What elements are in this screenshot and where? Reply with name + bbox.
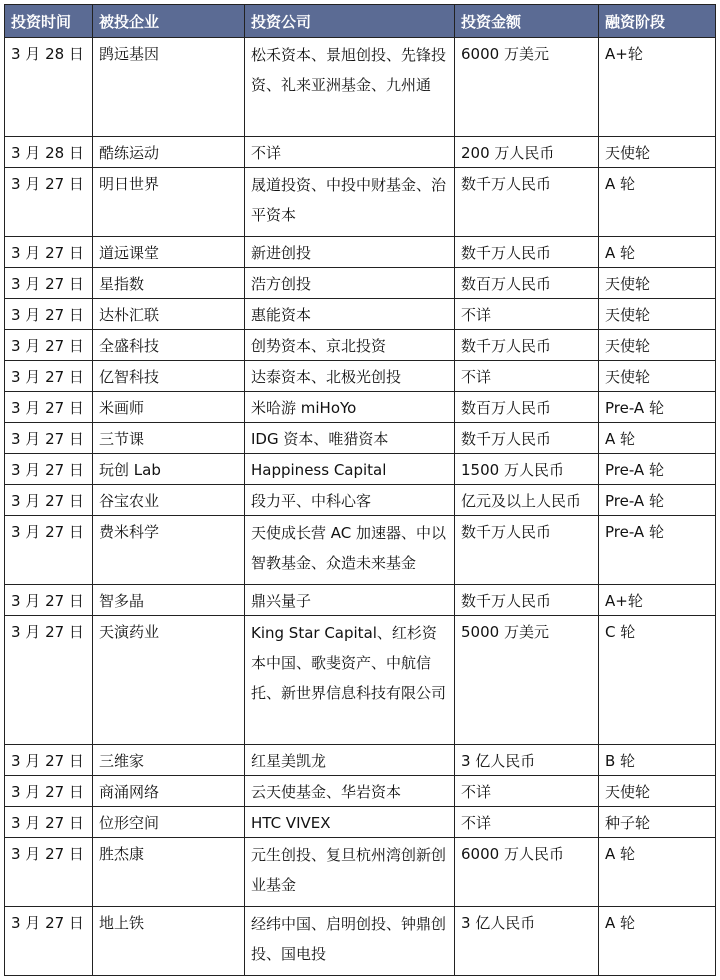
cell-stage: A 轮 <box>599 907 716 976</box>
cell-company: 米画师 <box>93 392 245 423</box>
header-investors: 投资公司 <box>245 5 455 38</box>
cell-stage: 种子轮 <box>599 807 716 838</box>
table-row <box>5 776 716 807</box>
cell-company: 明日世界 <box>93 168 245 237</box>
cell-amount: 3 亿人民币 <box>455 907 599 976</box>
cell-company: 位形空间 <box>93 807 245 838</box>
cell-amount: 6000 万人民币 <box>455 838 599 907</box>
cell-date: 3 月 27 日 <box>5 585 93 616</box>
table-row <box>5 392 716 423</box>
cell-date: 3 月 27 日 <box>5 423 93 454</box>
cell-amount: 亿元及以上人民币 <box>455 485 599 516</box>
cell-company: 达朴汇联 <box>93 299 245 330</box>
cell-date: 3 月 27 日 <box>5 745 93 776</box>
cell-investors: Happiness Capital <box>245 454 455 485</box>
cell-investors: 浩方创投 <box>245 268 455 299</box>
cell-investors: 新进创投 <box>245 237 455 268</box>
cell-investors: King Star Capital、红杉资本中国、歌斐资产、中航信托、新世界信息科技有限公司 <box>245 616 455 745</box>
cell-investors: 米哈游 miHoYo <box>245 392 455 423</box>
cell-company: 星指数 <box>93 268 245 299</box>
cell-date: 3 月 27 日 <box>5 838 93 907</box>
cell-stage: 天使轮 <box>599 330 716 361</box>
cell-date: 3 月 27 日 <box>5 485 93 516</box>
cell-amount: 不详 <box>455 807 599 838</box>
table-row <box>5 585 716 616</box>
cell-date: 3 月 27 日 <box>5 516 93 585</box>
cell-amount: 数千万人民币 <box>455 237 599 268</box>
header-date: 投资时间 <box>5 5 93 38</box>
table-row <box>5 616 716 745</box>
cell-date: 3 月 27 日 <box>5 807 93 838</box>
table-row <box>5 838 716 907</box>
table-row <box>5 299 716 330</box>
table-row <box>5 454 716 485</box>
cell-company: 商涌网络 <box>93 776 245 807</box>
cell-company: 道远课堂 <box>93 237 245 268</box>
cell-investors: 晟道投资、中投中财基金、治平资本 <box>245 168 455 237</box>
cell-amount: 不详 <box>455 776 599 807</box>
cell-date: 3 月 27 日 <box>5 268 93 299</box>
cell-stage: A+轮 <box>599 38 716 137</box>
cell-stage: A 轮 <box>599 423 716 454</box>
cell-company: 智多晶 <box>93 585 245 616</box>
cell-company: 亿智科技 <box>93 361 245 392</box>
cell-stage: A 轮 <box>599 838 716 907</box>
cell-amount: 不详 <box>455 299 599 330</box>
cell-investors: 创势资本、京北投资 <box>245 330 455 361</box>
table-row <box>5 907 716 976</box>
cell-amount: 200 万人民币 <box>455 137 599 168</box>
cell-stage: 天使轮 <box>599 268 716 299</box>
table-row <box>5 423 716 454</box>
cell-investors: 元生创投、复旦杭州湾创新创业基金 <box>245 838 455 907</box>
table-row <box>5 38 716 137</box>
cell-stage: Pre-A 轮 <box>599 454 716 485</box>
cell-stage: 天使轮 <box>599 361 716 392</box>
cell-date: 3 月 27 日 <box>5 168 93 237</box>
cell-stage: Pre-A 轮 <box>599 392 716 423</box>
cell-stage: 天使轮 <box>599 776 716 807</box>
table-row <box>5 516 716 585</box>
cell-investors: 松禾资本、景旭创投、先锋投资、礼来亚洲基金、九州通 <box>245 38 455 137</box>
cell-stage: B 轮 <box>599 745 716 776</box>
header-stage: 融资阶段 <box>599 5 716 38</box>
cell-amount: 6000 万美元 <box>455 38 599 137</box>
cell-date: 3 月 27 日 <box>5 330 93 361</box>
cell-stage: A 轮 <box>599 237 716 268</box>
cell-date: 3 月 27 日 <box>5 237 93 268</box>
table-row <box>5 268 716 299</box>
cell-investors: 段力平、中科心客 <box>245 485 455 516</box>
table-row <box>5 237 716 268</box>
cell-amount: 数千万人民币 <box>455 330 599 361</box>
cell-investors: 经纬中国、启明创投、钟鼎创投、国电投 <box>245 907 455 976</box>
cell-amount: 1500 万人民币 <box>455 454 599 485</box>
cell-amount: 数百万人民币 <box>455 392 599 423</box>
cell-company: 三节课 <box>93 423 245 454</box>
cell-stage: 天使轮 <box>599 299 716 330</box>
cell-date: 3 月 27 日 <box>5 361 93 392</box>
cell-date: 3 月 27 日 <box>5 616 93 745</box>
header-amount: 投资金额 <box>455 5 599 38</box>
investment-table <box>4 4 716 976</box>
cell-investors: IDG 资本、唯猎资本 <box>245 423 455 454</box>
cell-date: 3 月 27 日 <box>5 776 93 807</box>
cell-amount: 3 亿人民币 <box>455 745 599 776</box>
table-row <box>5 807 716 838</box>
cell-company: 全盛科技 <box>93 330 245 361</box>
cell-stage: Pre-A 轮 <box>599 516 716 585</box>
cell-investors: 鼎兴量子 <box>245 585 455 616</box>
cell-company: 胜杰康 <box>93 838 245 907</box>
cell-stage: 天使轮 <box>599 137 716 168</box>
cell-investors: 云天使基金、华岩资本 <box>245 776 455 807</box>
table-header-row <box>5 5 716 38</box>
cell-company: 鹍远基因 <box>93 38 245 137</box>
cell-amount: 数千万人民币 <box>455 585 599 616</box>
cell-stage: A+轮 <box>599 585 716 616</box>
cell-date: 3 月 27 日 <box>5 907 93 976</box>
cell-company: 酷练运动 <box>93 137 245 168</box>
cell-investors: 天使成长营 AC 加速器、中以智教基金、众造未来基金 <box>245 516 455 585</box>
cell-amount: 数千万人民币 <box>455 423 599 454</box>
cell-amount: 5000 万美元 <box>455 616 599 745</box>
table-row <box>5 361 716 392</box>
cell-company: 天演药业 <box>93 616 245 745</box>
cell-stage: Pre-A 轮 <box>599 485 716 516</box>
cell-date: 3 月 27 日 <box>5 392 93 423</box>
table-row <box>5 137 716 168</box>
cell-amount: 不详 <box>455 361 599 392</box>
cell-company: 费米科学 <box>93 516 245 585</box>
table-row <box>5 485 716 516</box>
cell-company: 玩创 Lab <box>93 454 245 485</box>
table-row <box>5 168 716 237</box>
cell-company: 地上铁 <box>93 907 245 976</box>
header-company: 被投企业 <box>93 5 245 38</box>
table-row <box>5 330 716 361</box>
cell-amount: 数千万人民币 <box>455 516 599 585</box>
cell-stage: C 轮 <box>599 616 716 745</box>
cell-company: 谷宝农业 <box>93 485 245 516</box>
cell-company: 三维家 <box>93 745 245 776</box>
table-row <box>5 745 716 776</box>
cell-investors: HTC VIVEX <box>245 807 455 838</box>
cell-date: 3 月 27 日 <box>5 299 93 330</box>
cell-amount: 数千万人民币 <box>455 168 599 237</box>
cell-stage: A 轮 <box>599 168 716 237</box>
cell-investors: 达泰资本、北极光创投 <box>245 361 455 392</box>
cell-date: 3 月 27 日 <box>5 454 93 485</box>
cell-investors: 红星美凯龙 <box>245 745 455 776</box>
cell-investors: 不详 <box>245 137 455 168</box>
table-container <box>4 4 716 976</box>
cell-date: 3 月 28 日 <box>5 137 93 168</box>
cell-investors: 惠能资本 <box>245 299 455 330</box>
cell-amount: 数百万人民币 <box>455 268 599 299</box>
cell-date: 3 月 28 日 <box>5 38 93 137</box>
